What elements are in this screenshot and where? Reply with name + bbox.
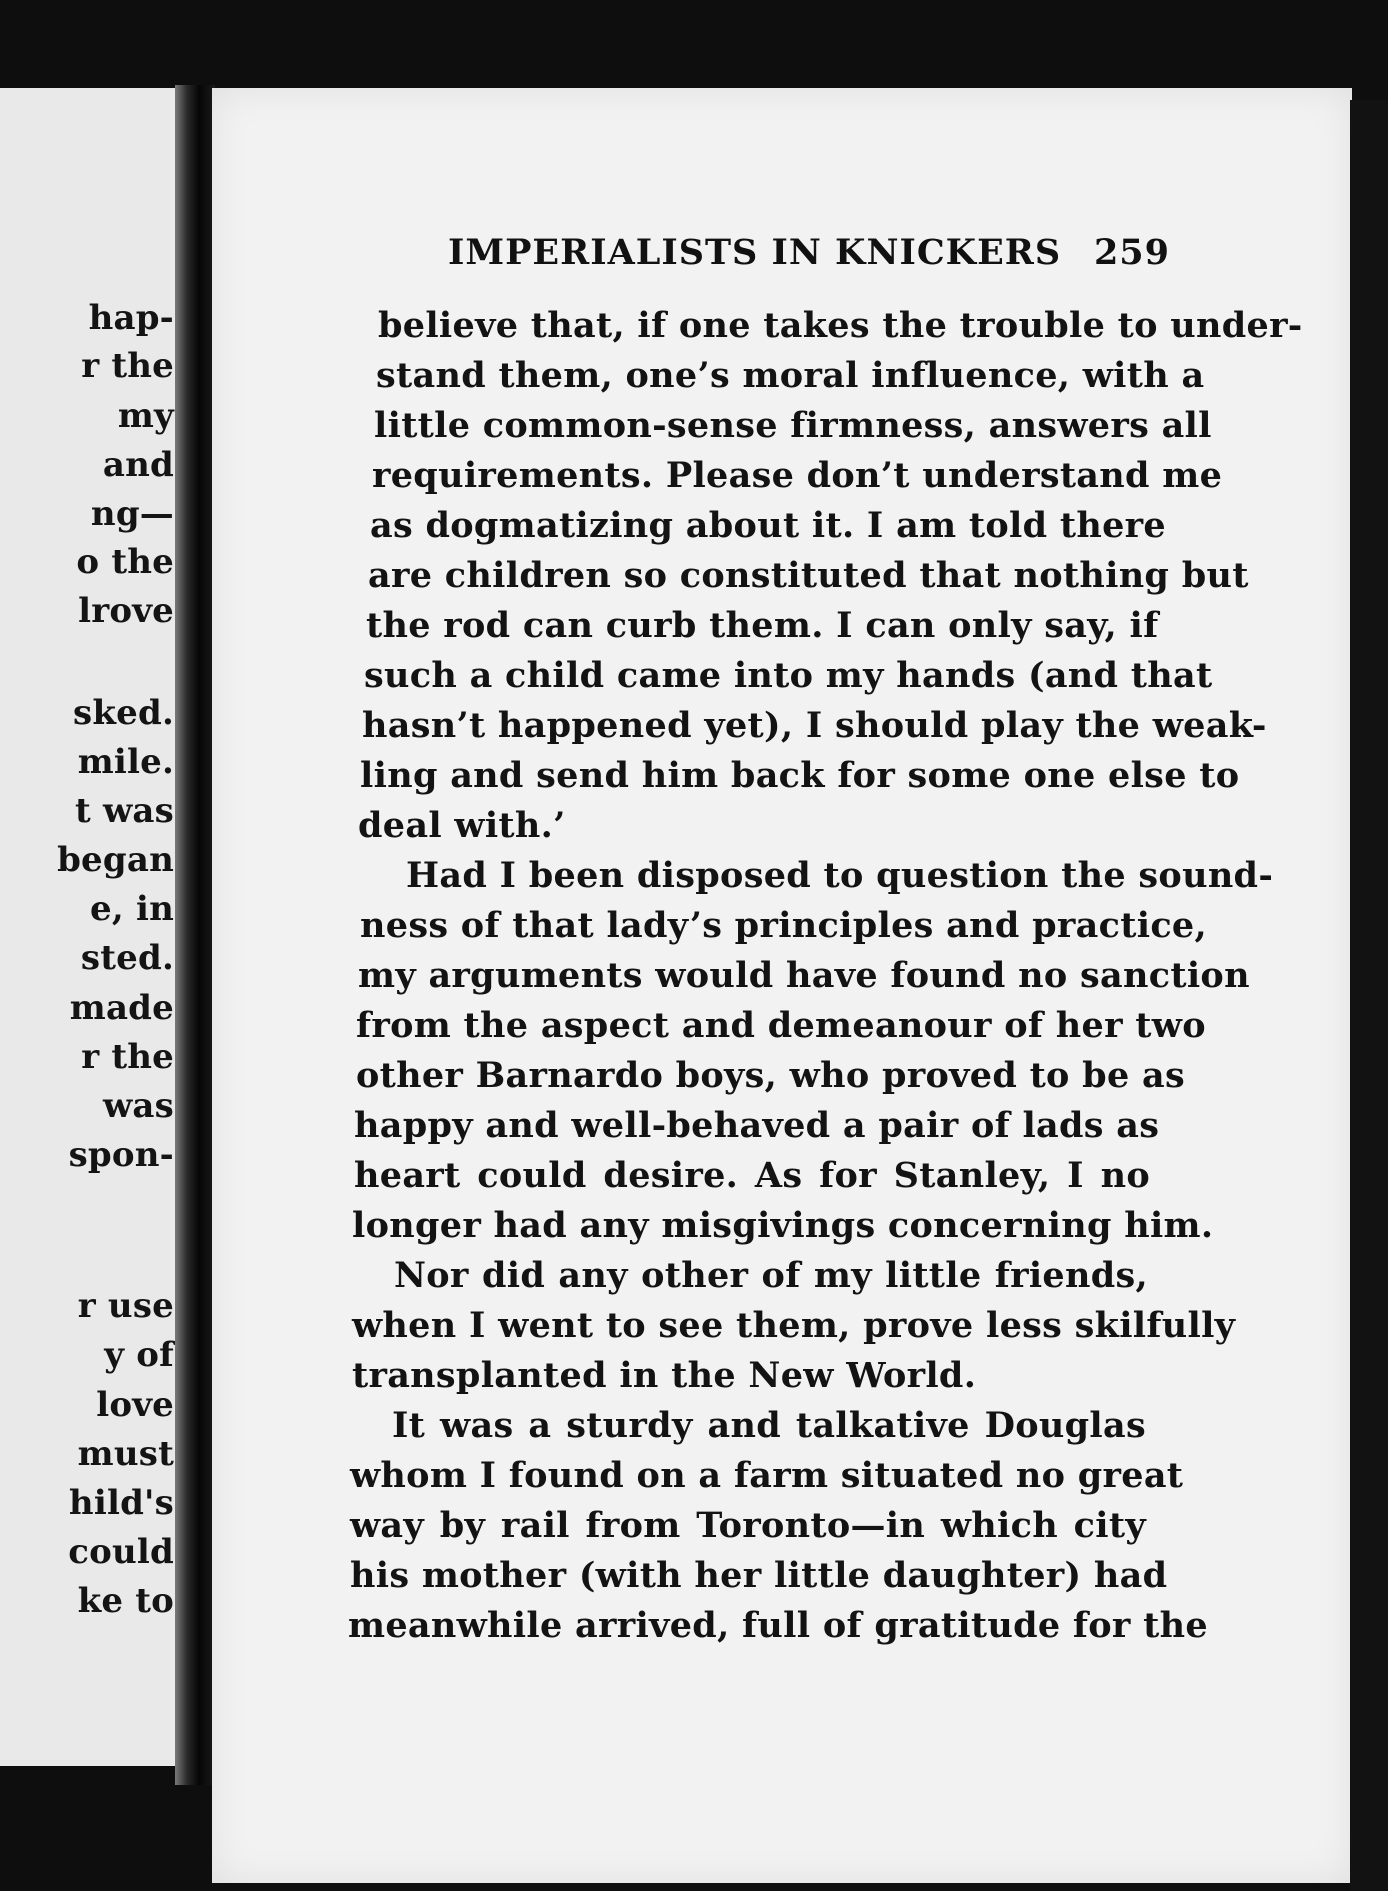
body-line: Nor did any other of my little friends, xyxy=(394,1255,1148,1296)
left-page-fragment: hild's xyxy=(68,1483,174,1523)
body-line: are children so constituted that nothing but xyxy=(368,555,1249,596)
left-page-fragment: mile. xyxy=(77,742,174,782)
body-line: Had I been disposed to question the sound- xyxy=(406,855,1274,896)
page-number: 259 xyxy=(1093,232,1170,273)
body-line: other Barnardo boys, who proved to be as xyxy=(356,1055,1185,1096)
left-page-fragment: my xyxy=(117,396,174,436)
left-page-fragment: must xyxy=(77,1434,174,1474)
body-line: my arguments would have found no sanction xyxy=(358,955,1250,996)
body-line: ness of that lady’s principles and practice, xyxy=(360,905,1207,946)
body-line: transplanted in the New World. xyxy=(352,1355,977,1396)
body-line: whom I found on a farm situated no great xyxy=(350,1455,1184,1496)
body-line: when I went to see them, prove less skilfully xyxy=(352,1305,1236,1346)
body-line: as dogmatizing about it. I am told there xyxy=(370,505,1166,546)
left-page-fragment: o the xyxy=(76,542,174,582)
body-line: happy and well-behaved a pair of lads as xyxy=(354,1105,1160,1146)
body-line: longer had any misgivings concerning him. xyxy=(352,1205,1214,1246)
body-line: heart could desire. As for Stanley, I no xyxy=(354,1155,1150,1196)
body-line: hasn’t happened yet), I should play the weak- xyxy=(362,705,1267,746)
left-page-fragment: made xyxy=(69,988,174,1028)
left-page-fragment: lrove xyxy=(78,591,174,631)
body-line: from the aspect and demeanour of her two xyxy=(356,1005,1206,1046)
left-page-fragment: r the xyxy=(81,346,174,386)
left-page-fragment: and xyxy=(102,445,174,485)
running-head-title: IMPERIALISTS IN KNICKERS xyxy=(448,232,1062,273)
left-page-fragment: r the xyxy=(81,1037,174,1077)
left-page-fragment: was xyxy=(102,1086,174,1126)
left-page-fragment: sted. xyxy=(80,938,174,978)
left-page-fragment: spon- xyxy=(68,1135,174,1175)
left-page-fragment: began xyxy=(57,840,174,880)
body-line: his mother (with her little daughter) had xyxy=(350,1555,1168,1596)
left-page-fragment: hap- xyxy=(88,298,174,338)
left-page-fragment: love xyxy=(96,1385,174,1425)
body-line: such a child came into my hands (and that xyxy=(364,655,1213,696)
left-page-fragment: ng— xyxy=(90,494,174,534)
body-line: way by rail from Toronto—in which city xyxy=(350,1505,1146,1546)
body-line: meanwhile arrived, full of gratitude for the xyxy=(348,1605,1208,1646)
left-page-fragment: r use xyxy=(77,1286,174,1326)
book-gutter xyxy=(175,85,215,1785)
body-line: believe that, if one takes the trouble to under- xyxy=(378,305,1303,346)
left-page-fragment: y of xyxy=(104,1335,174,1375)
body-line: the rod can curb them. I can only say, if xyxy=(366,605,1159,646)
left-page-fragment: e, in xyxy=(90,889,174,929)
scan-border xyxy=(1350,100,1388,1891)
running-head xyxy=(448,232,1170,273)
body-line: It was a sturdy and talkative Douglas xyxy=(392,1405,1146,1446)
body-line: ling and send him back for some one else to xyxy=(360,755,1240,796)
body-line: stand them, one’s moral influence, with a xyxy=(376,355,1205,396)
left-page-fragment: sked. xyxy=(73,693,174,733)
body-line: little common-sense firmness, answers all xyxy=(374,405,1212,446)
left-page-fragment: could xyxy=(68,1532,174,1572)
left-page xyxy=(0,88,182,1766)
left-page-fragment: ke to xyxy=(77,1581,174,1621)
body-line: deal with.’ xyxy=(358,805,566,846)
body-line: requirements. Please don’t understand me xyxy=(372,455,1223,496)
left-page-fragment: t was xyxy=(75,791,174,831)
